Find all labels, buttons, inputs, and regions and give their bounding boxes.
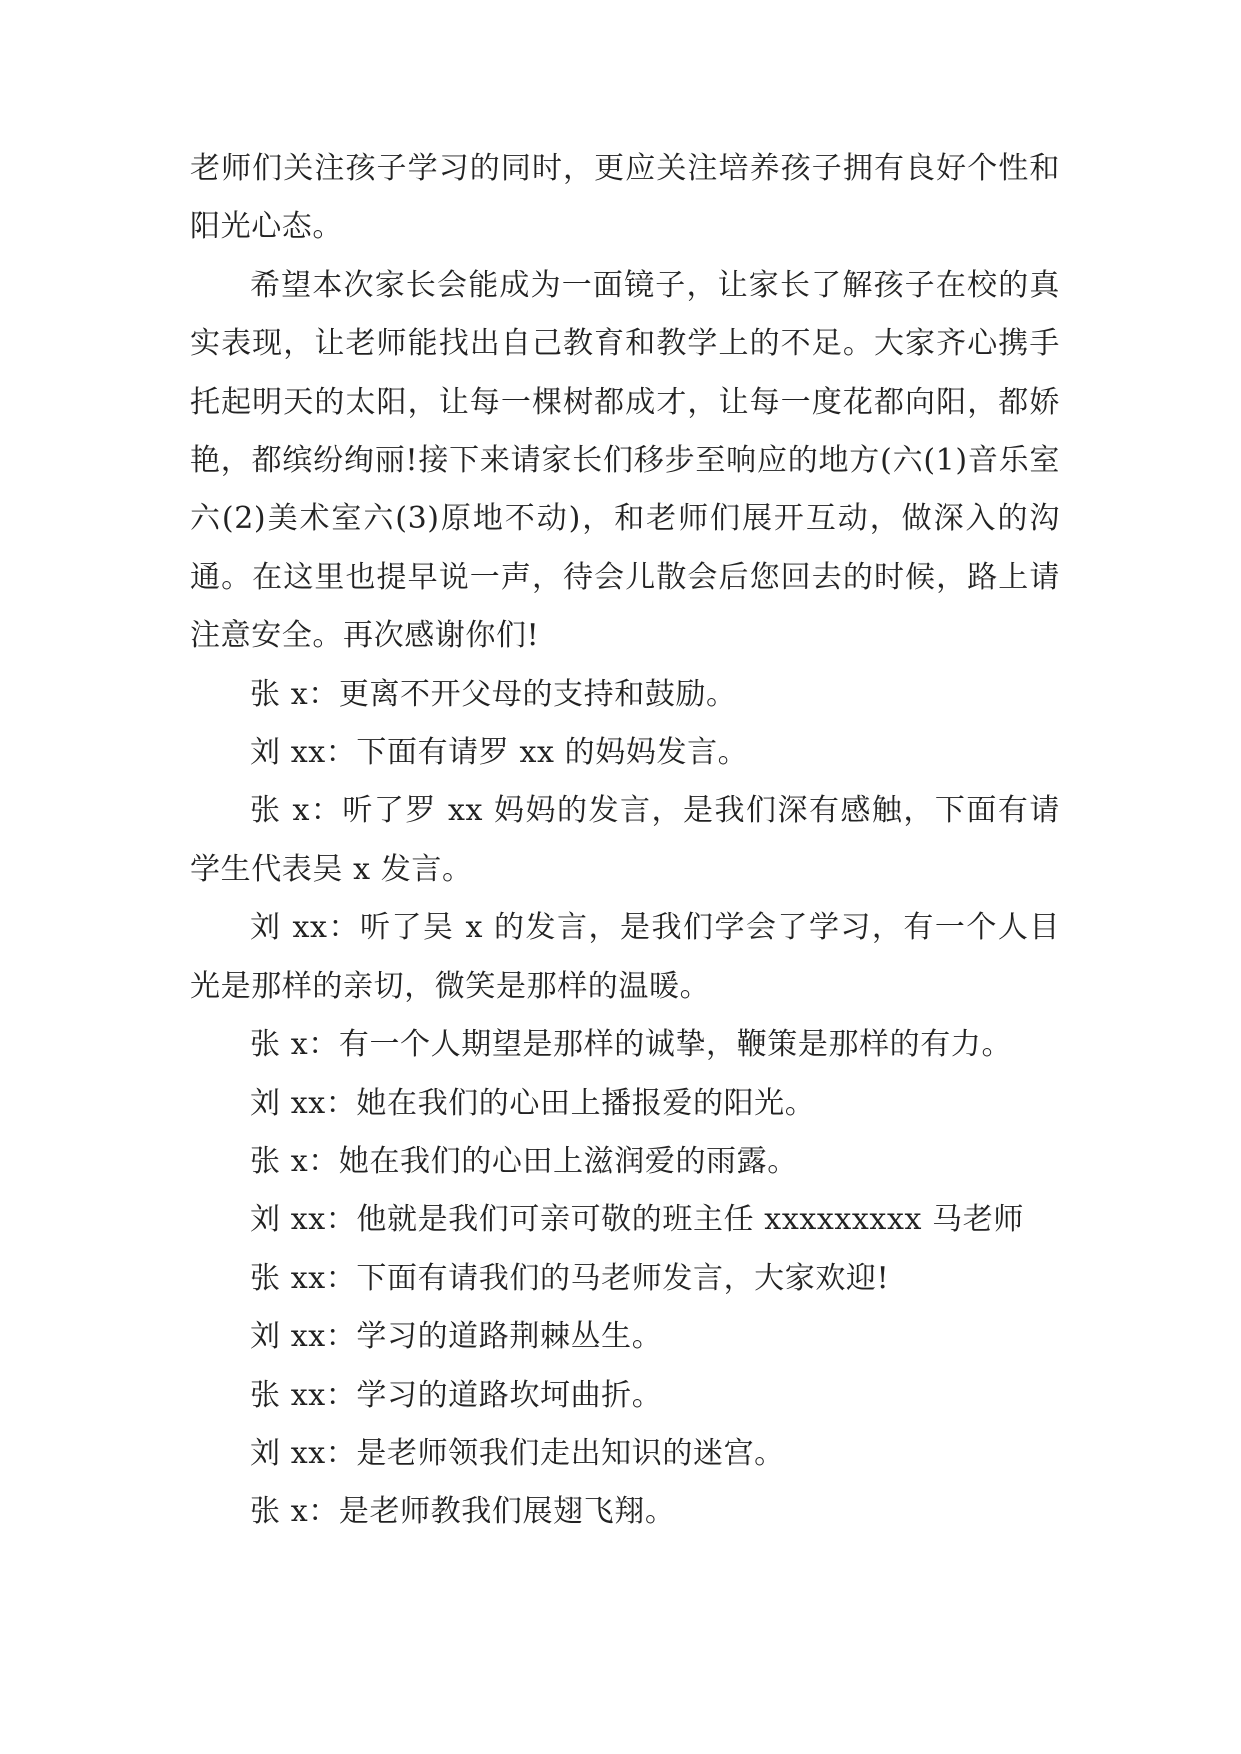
dialogue-line: 张 x：她在我们的心田上滋润爱的雨露。 (250, 1143, 798, 1179)
dialogue-line: 刘 xx：听了吴 x 的发言，是我们学会了学习，有一个人目光是那样的亲切，微笑是那样的温暖。 (190, 910, 1060, 1004)
dialogue-line: 刘 xx：她在我们的心田上播报爱的阳光。 (250, 1085, 816, 1121)
dialogue-line: 刘 xx：是老师领我们走出知识的迷宫。 (250, 1435, 785, 1471)
paragraph-closing-remarks: 希望本次家长会能成为一面镜子，让家长了解孩子在校的真实表现，让老师能找出自己教育和教学上的不足。大家齐心携手托起明天的太阳，让每一棵树都成才，让每一度花都向阳，都娇艳，都缤纷绚丽!接下来请家长们移步至响应的地方(六(1)音乐室六(2)美术室六(3)原地不动)，和老师们展开互动，做深入的沟通。在这里也提早说一声，待会儿散会后您回去的时候，路上请注意安全。再次感谢你们! (190, 267, 1060, 654)
dialogue-line: 刘 xx：学习的道路荆棘丛生。 (250, 1319, 663, 1355)
dialogue-line: 张 xx：学习的道路坎坷曲折。 (250, 1377, 663, 1413)
dialogue-line: 张 xx：下面有请我们的马老师发言，大家欢迎! (250, 1260, 890, 1296)
dialogue-line: 张 x：有一个人期望是那样的诚挚，鞭策是那样的有力。 (250, 1027, 1013, 1063)
document-body (190, 140, 1060, 1542)
paragraph-intro: 老师们关注孩子学习的同时，更应关注培养孩子拥有良好个性和阳光心态。 (190, 151, 1060, 245)
dialogue-line: 张 x：听了罗 xx 妈妈的发言，是我们深有感触，下面有请学生代表吴 x 发言。 (190, 793, 1060, 887)
dialogue-line: 刘 xx：下面有请罗 xx 的妈妈发言。 (250, 735, 749, 771)
dialogue-line: 张 x：是老师教我们展翅飞翔。 (250, 1494, 676, 1530)
dialogue-line: 刘 xx：他就是我们可亲可敬的班主任 xxxxxxxxx 马老师 (250, 1202, 1024, 1238)
dialogue-line: 张 x：更离不开父母的支持和鼓励。 (250, 676, 737, 712)
